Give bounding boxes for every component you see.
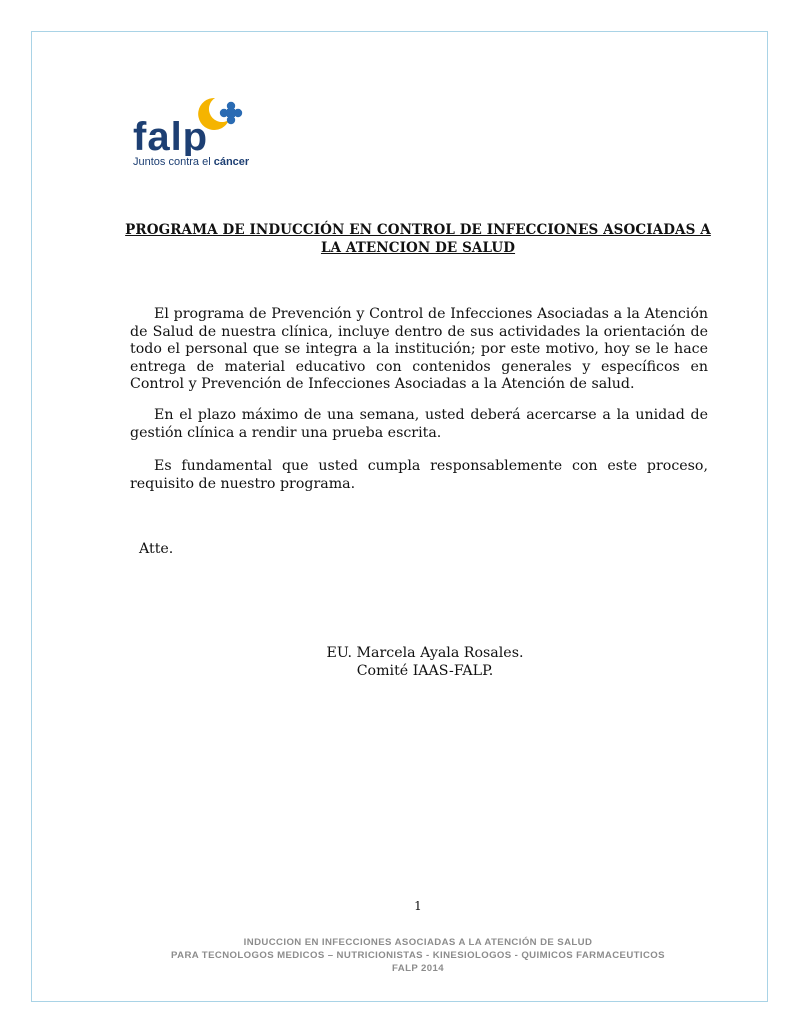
paragraph-program: El programa de Prevención y Control de Infecciones Asociadas a la Atención de Salud de nuestra clínica, incluye dentro de sus actividades la orientación de todo el personal que se integra a la institución; por este motivo, hoy se le hace entrega de material educativo con contenidos generales y específicos en Control y Prevención de Infecciones Asociadas a la Atención de salud. (130, 306, 708, 392)
logo-tagline: Juntos contra el cáncer (133, 156, 250, 168)
footer-line-3: FALP 2014 (392, 963, 444, 974)
falp-logo (133, 94, 263, 174)
footer-line-1: INDUCCION EN INFECCIONES ASOCIADAS A LA ATENCIÓN DE SALUD (243, 937, 593, 948)
signature-name: EU. Marcela Ayala Rosales. (326, 645, 524, 661)
title-line-1: PROGRAMA DE INDUCCIÓN EN CONTROL DE INFECCIONES ASOCIADAS A (125, 222, 711, 238)
page-footer (100, 936, 736, 975)
title-line-2: LA ATENCION DE SALUD (320, 240, 516, 256)
paragraph-deadline: En el plazo máximo de una semana, usted deberá acercarse a la unidad de gestión clínica a rendir una prueba escrita. (130, 407, 708, 441)
footer-line-2: PARA TECNOLOGOS MEDICOS – NUTRICIONISTAS - KINESIOLOGOS - QUIMICOS FARMACEUTICOS (171, 950, 665, 961)
closing-text: Atte. (139, 541, 174, 557)
document-title (120, 221, 716, 257)
signature-committee: Comité IAAS-FALP. (356, 663, 494, 679)
signature-block (260, 644, 590, 680)
paragraph-requirement: Es fundamental que usted cumpla responsablemente con este proceso, requisito de nuestro programa. (130, 458, 708, 492)
falp-logo-mark (133, 94, 263, 156)
page-number: 1 (414, 899, 422, 913)
page-border (31, 31, 768, 1002)
svg-text:falp: falp (133, 115, 209, 156)
